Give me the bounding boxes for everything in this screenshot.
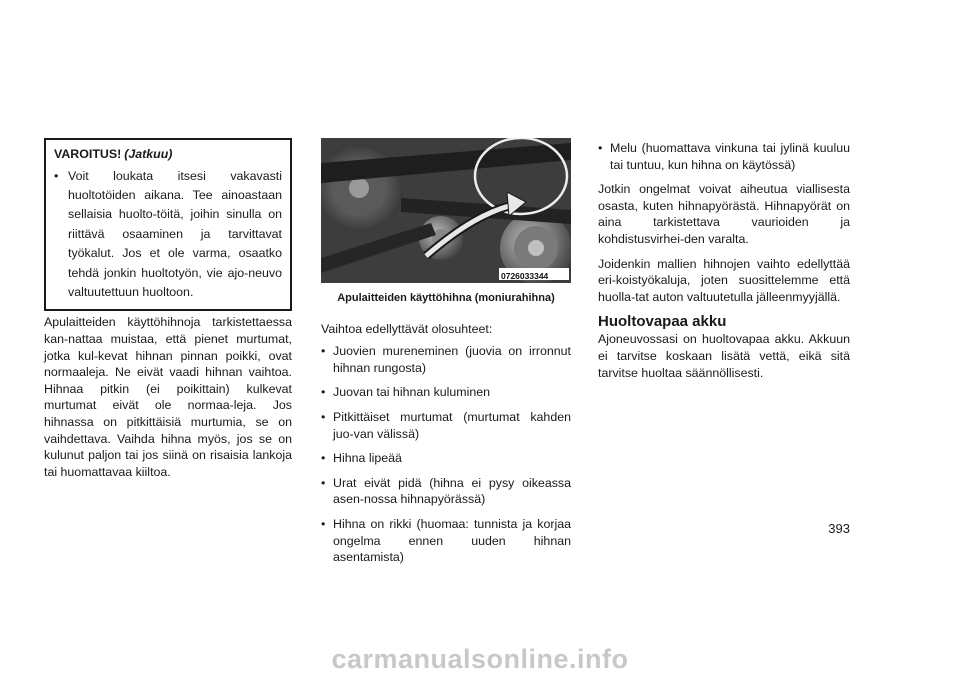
list-item: • Juovan tai hihnan kuluminen	[321, 385, 491, 400]
warning-box	[44, 138, 292, 311]
middle-column	[321, 138, 571, 574]
page-number: 393	[828, 521, 850, 536]
belt-photo	[321, 138, 571, 283]
bullet-icon: •	[321, 409, 326, 424]
warning-text: Voit loukata itsesi vakavasti huoltotöiden aikana. Tee ainoastaan sellaisia huolto-töitä, joihin sinulla on riittävä osaaminen ja tarvittavat työkalut. Jos et ole varma, osaatko tehdä jonkin huoltotyön, vie ajo-neuvo valtuutettuun huoltoon.	[68, 168, 282, 300]
battery-paragraph: Ajoneuvossasi on huoltovapaa akku. Akkuun ei tarvitse koskaan lisätä vettä, eikä sitä tarvitse huoltaa säännöllisesti.	[598, 332, 850, 380]
warning-title	[54, 146, 282, 163]
warning-label: VAROITUS!	[54, 147, 122, 161]
belt-inspection-paragraph: Apulaitteiden käyttöhihnoja tarkistettaessa kan-nattaa muistaa, että pienet murtumat, jotka kul-kevat hihnan pinnan poikki, ovat normaaleja. Ne eivät vaadi hihnan vaihtoa. Hihnaa pitkin (ei poikittain) kulkevat murtumat eivät ole normaa-leja. Jos hihnassa on pitkittäisiä murtumia, se on vaihdettava. Vaihda hihna myös, jos se on kulunut paljon tai jos siinä on risaisia lankoja tai huomattavaa kiiltoa.	[44, 315, 292, 479]
bullet-icon: •	[321, 516, 326, 531]
bullet-icon: •	[321, 344, 326, 359]
warning-item	[54, 167, 282, 303]
figure-caption: Apulaitteiden käyttöhihna (moniurahihna)	[337, 292, 555, 304]
list-item: • Hihna lipeää	[321, 451, 402, 466]
list-item: • Juovien mureneminen (juovia on irronnut hihnan rungosta)	[321, 344, 571, 375]
section-heading: Huoltovapaa akku	[598, 313, 727, 331]
watermark: carmanualsonline.info	[331, 644, 629, 674]
list-item: • Melu (huomattava vinkuna tai jylinä kuuluu tai tuntuu, kun hihna on käytössä)	[598, 141, 850, 172]
bullet-icon: •	[598, 141, 603, 155]
pulley-paragraph: Jotkin ongelmat voivat aiheutua viallisesta osasta, kuten hihnapyörästä. Hihnapyörät on aina tarkistettava vaurioiden ja kohdistusvirhei-den varalta.	[598, 182, 850, 246]
warning-continued: (Jatkuu)	[124, 147, 173, 161]
bullet-icon: •	[321, 385, 326, 400]
right-column	[598, 140, 850, 389]
conditions-list	[321, 343, 571, 566]
list-item: • Urat eivät pidä (hihna ei pysy oikeassa asen-nossa hihnapyörässä)	[321, 475, 571, 507]
noise-list	[598, 140, 850, 173]
bullet-icon: •	[54, 168, 59, 183]
conditions-intro: Vaihtoa edellyttävät olosuhteet:	[321, 321, 493, 336]
special-tools-paragraph: Joidenkin mallien hihnojen vaihto edellyttää eri-koistyökaluja, joten suosittelemme että huolla-tat auton valtuutetulla jälleenmyyjällä.	[598, 256, 850, 304]
list-item: • Hihna on rikki (huomaa: tunnista ja korjaa ongelma ennen uuden hihnan asentamista)	[321, 516, 571, 565]
left-column	[44, 138, 292, 488]
bullet-icon: •	[321, 475, 326, 490]
list-item: • Pitkittäiset murtumat (murtumat kahden juo-van välissä)	[321, 409, 571, 441]
engine-belt-image	[321, 138, 571, 283]
bullet-icon: •	[321, 451, 326, 466]
figure-code: 0726033344	[501, 271, 549, 281]
